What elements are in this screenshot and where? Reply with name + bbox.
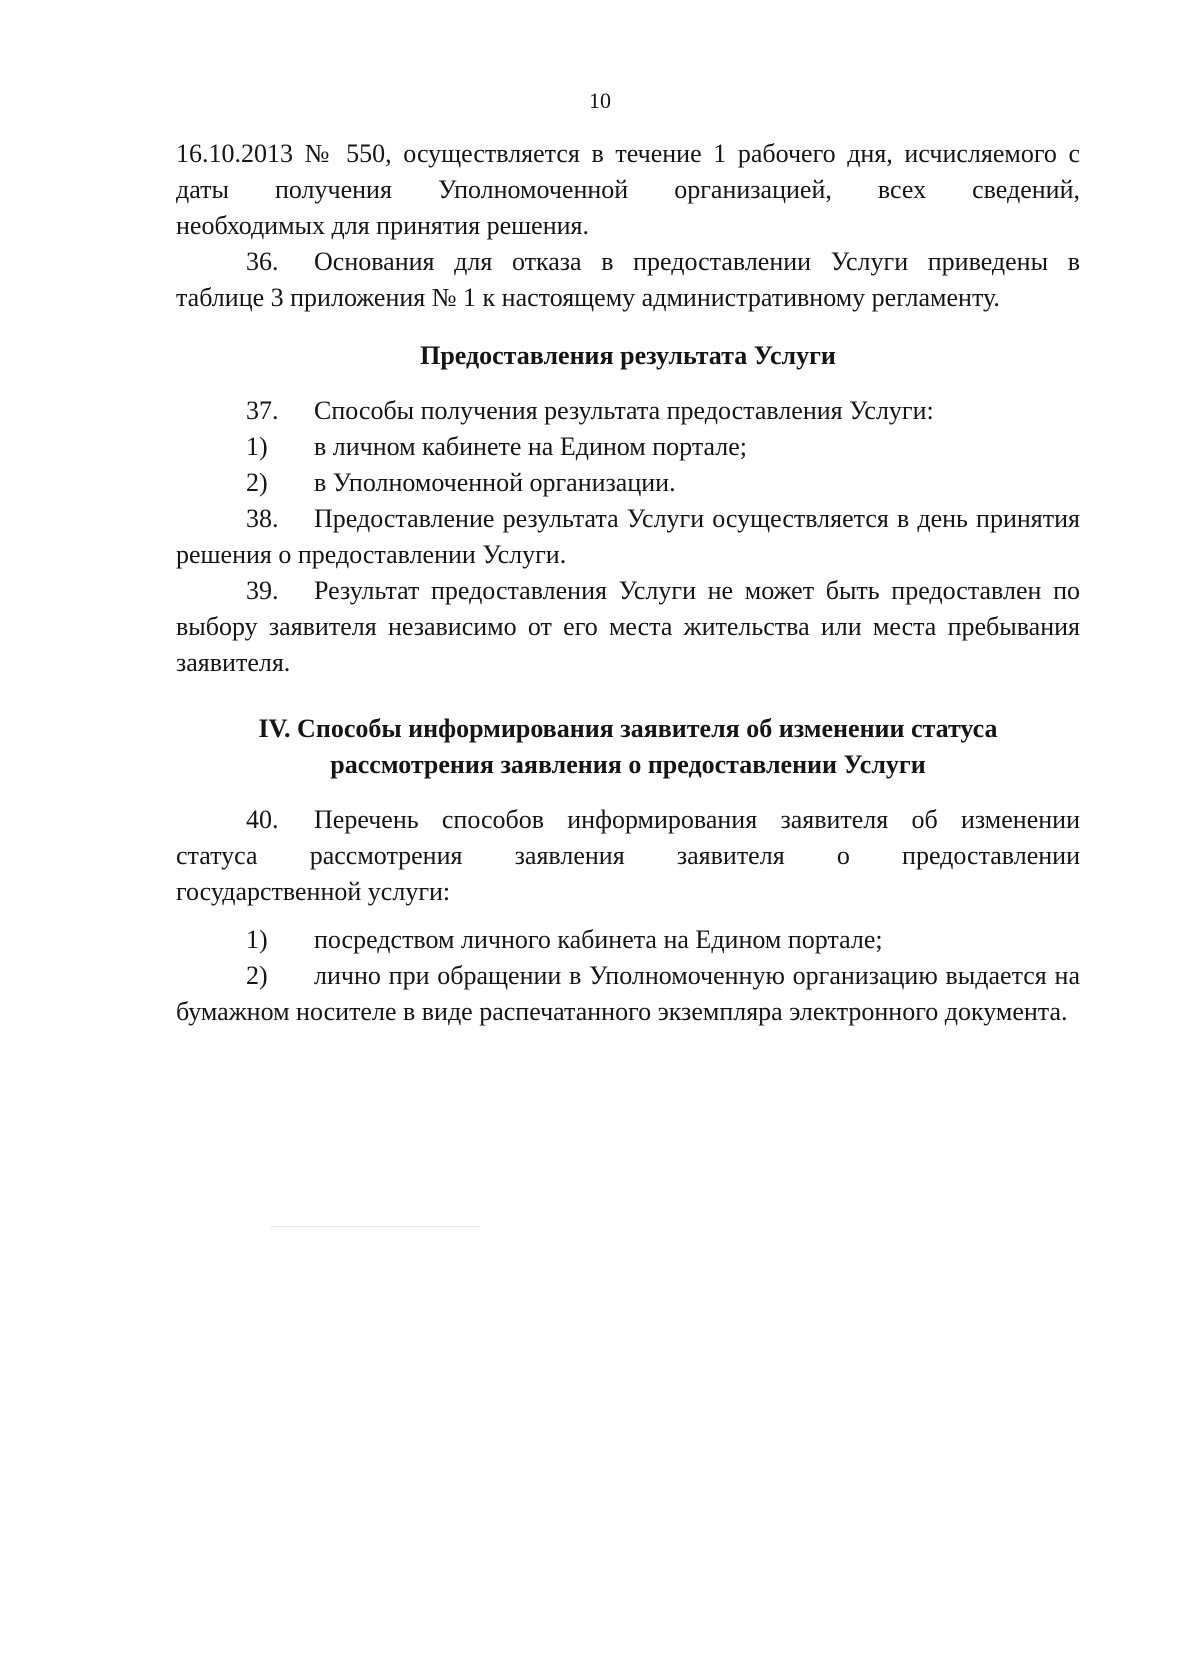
list-item-text: лично при обращении в Уполномоченную организацию выдается на бумажном носителе в виде распечатанного экземпляра электронного документа. bbox=[176, 961, 1080, 1026]
list-item bbox=[176, 922, 1080, 958]
continuation-line-3: необходимых для принятия решения. bbox=[176, 211, 590, 240]
list-item bbox=[176, 429, 1080, 465]
paragraph-40-line-2: статуса рассмотрения заявления заявителя о предоставлении bbox=[176, 841, 1080, 870]
list-item-text: посредством личного кабинета на Едином портале; bbox=[314, 925, 883, 954]
list-item bbox=[176, 958, 1080, 1030]
list-item-number: 1) bbox=[246, 432, 268, 461]
section-heading-iv bbox=[176, 711, 1080, 783]
list-item-number: 2) bbox=[246, 468, 268, 497]
section-heading-result: Предоставления результата Услуги bbox=[420, 341, 836, 370]
paragraph-37-number: 37. bbox=[246, 396, 279, 425]
paragraph-40-number: 40. bbox=[246, 805, 279, 834]
list-item-number: 2) bbox=[246, 961, 268, 990]
continuation-line-2: даты получения Уполномоченной организацией, всех сведений, bbox=[176, 175, 1080, 204]
paragraph-36 bbox=[176, 244, 1080, 316]
paragraph-37-text: Способы получения результата предоставления Услуги: bbox=[314, 396, 934, 425]
document-body bbox=[176, 136, 1080, 1030]
paragraph-38-number: 38. bbox=[246, 504, 279, 533]
paragraph-40-line-3: государственной услуги: bbox=[176, 877, 451, 906]
paragraph-39 bbox=[176, 573, 1080, 681]
section-heading-iv-line-2: рассмотрения заявления о предоставлении Услуги bbox=[330, 750, 926, 779]
page-number: 10 bbox=[589, 88, 611, 113]
list-item bbox=[176, 465, 1080, 501]
paragraph-36-text: Основания для отказа в предоставлении Услуги приведены в таблице 3 приложения № 1 к настоящему административному регламенту. bbox=[176, 247, 1080, 312]
paragraph-40-line-1 bbox=[176, 802, 1080, 838]
paragraph-39-number: 39. bbox=[246, 576, 279, 605]
paragraph-38 bbox=[176, 501, 1080, 573]
paragraph-37 bbox=[176, 393, 1080, 429]
continuation-line-1: 16.10.2013 № 550, осуществляется в течение 1 рабочего дня, исчисляемого с bbox=[176, 139, 1080, 168]
paragraph-40-text-line-1: Перечень способов информирования заявителя об изменении bbox=[314, 805, 1080, 834]
scan-artifact-line bbox=[270, 1226, 480, 1227]
list-item-number: 1) bbox=[246, 925, 268, 954]
paragraph-36-number: 36. bbox=[246, 247, 279, 276]
section-heading-iv-line-1: IV. Способы информирования заявителя об изменении статуса bbox=[258, 714, 998, 743]
paragraph-39-text: Результат предоставления Услуги не может быть предоставлен по выбору заявителя независимо от его места жительства или места пребывания заявителя. bbox=[176, 576, 1080, 677]
paragraph-38-text: Предоставление результата Услуги осуществляется в день принятия решения о предоставлении Услуги. bbox=[176, 504, 1080, 569]
list-item-text: в Уполномоченной организации. bbox=[314, 468, 676, 497]
list-item-text: в личном кабинете на Едином портале; bbox=[314, 432, 747, 461]
